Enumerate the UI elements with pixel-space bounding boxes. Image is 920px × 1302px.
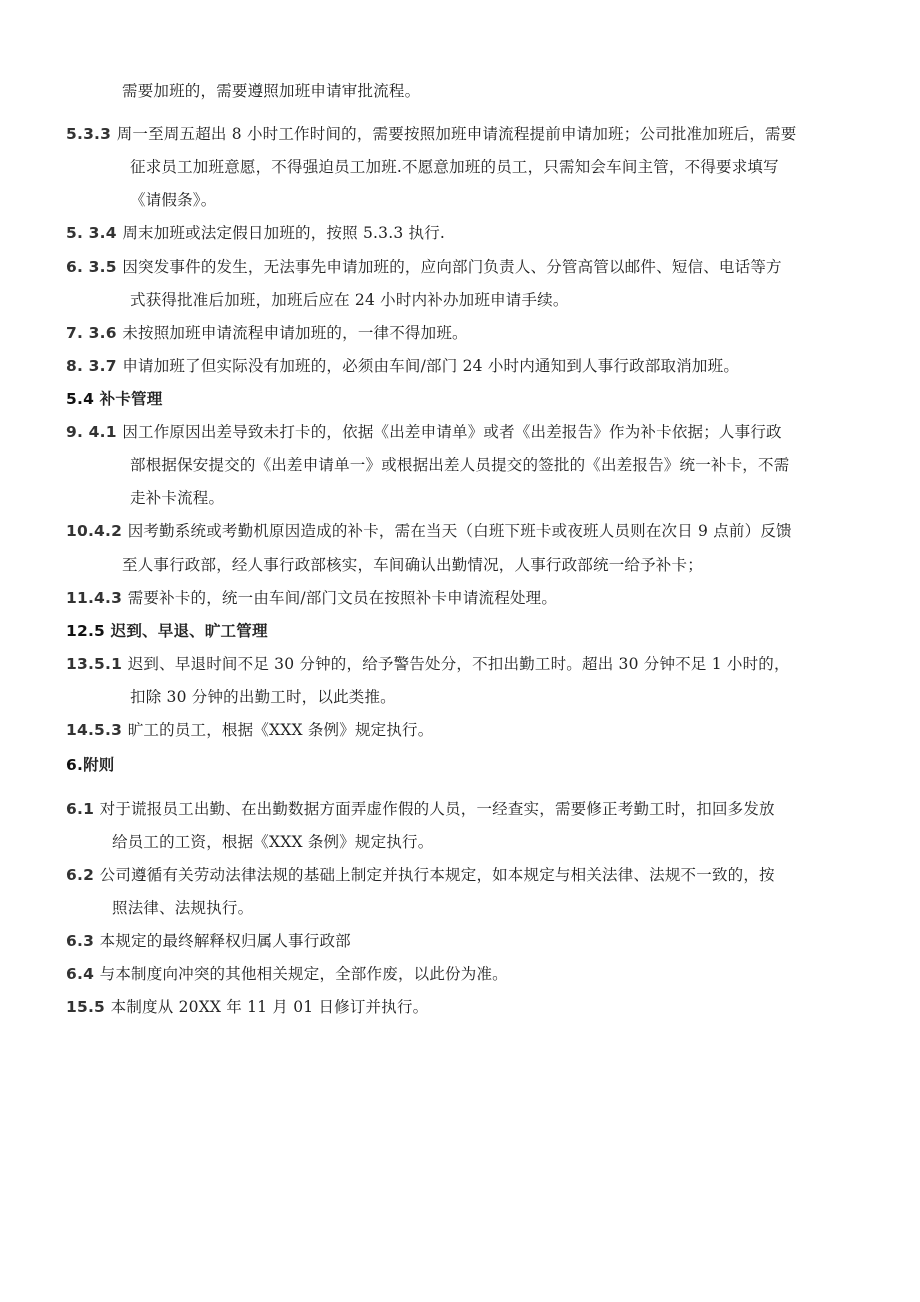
paragraph-line xyxy=(130,189,216,211)
clause-5-effective-date xyxy=(66,996,428,1018)
clause-number: 6.4 xyxy=(66,965,100,983)
clause-text: 因考勤系统或考勤机原因造成的补卡，需在当天（白班下班卡或夜班人员则在次日 9 点前）反馈 xyxy=(127,522,792,540)
clause-text: 走补卡流程。 xyxy=(130,489,225,507)
clause-6-2 xyxy=(66,864,775,886)
clause-6-1 xyxy=(66,798,775,820)
clause-number: 9. 4.1 xyxy=(66,423,123,441)
section-title: 附则 xyxy=(83,755,115,774)
clause-text: 部根据保安提交的《出差申请单一》或根据出差人员提交的签批的《出差报告》统一补卡，不需 xyxy=(130,456,790,474)
section-title: 补卡管理 xyxy=(99,389,163,408)
clause-4-1 xyxy=(66,421,782,443)
clause-text: 征求员工加班意愿，不得强迫员工加班.不愿意加班的员工，只需知会车间主管，不得要求填写 xyxy=(130,158,779,176)
paragraph-line xyxy=(130,156,779,178)
clause-number: 10.4.2 xyxy=(66,522,128,540)
clause-5-1 xyxy=(66,653,790,675)
section-heading-5-4 xyxy=(66,388,162,410)
clause-number: 14.5.3 xyxy=(66,721,128,739)
clause-number: 13.5.1 xyxy=(66,655,128,673)
clause-text: 本规定的最终解释权归属人事行政部 xyxy=(99,932,351,950)
clause-3-4 xyxy=(66,222,445,244)
section-heading-6 xyxy=(66,754,114,776)
section-number: 12.5 xyxy=(66,622,111,640)
clause-3-5 xyxy=(66,256,782,278)
clause-text: 对于谎报员工出勤、在出勤数据方面弄虚作假的人员，一经查实，需要修正考勤工时，扣回多发放 xyxy=(99,800,775,818)
clause-4-3 xyxy=(66,587,557,609)
clause-text: 旷工的员工，根据《XXX 条例》规定执行。 xyxy=(127,721,434,739)
paragraph-line xyxy=(112,831,433,853)
clause-text: 周末加班或法定假日加班的，按照 5.3.3 执行. xyxy=(122,224,446,242)
clause-text: 至人事行政部，经人事行政部核实，车间确认出勤情况，人事行政部统一给予补卡； xyxy=(122,556,703,574)
paragraph-line xyxy=(130,289,569,311)
clause-text: 迟到、早退时间不足 30 分钟的，给予警告处分，不扣出勤工时。超出 30 分钟不足 1 小时的， xyxy=(127,655,790,673)
clause-text: 需要加班的，需要遵照加班申请审批流程。 xyxy=(122,82,421,100)
clause-number: 11.4.3 xyxy=(66,589,128,607)
clause-3-7 xyxy=(66,355,739,377)
clause-number: 7. 3.6 xyxy=(66,324,123,342)
clause-text: 因工作原因出差导致未打卡的，依据《出差申请单》或者《出差报告》作为补卡依据；人事行政 xyxy=(122,423,782,441)
clause-6-4 xyxy=(66,963,508,985)
clause-text: 本制度从 20XX 年 11 月 01 日修订并执行。 xyxy=(110,998,429,1016)
clause-6-3 xyxy=(66,930,351,952)
clause-number: 5. 3.4 xyxy=(66,224,123,242)
clause-number: 8. 3.7 xyxy=(66,357,123,375)
clause-5-3-3 xyxy=(66,123,796,145)
clause-text: 需要补卡的，统一由车间/部门文员在按照补卡申请流程处理。 xyxy=(127,589,558,607)
clause-text: 《请假条》。 xyxy=(130,191,217,209)
section-title: 迟到、早退、旷工管理 xyxy=(110,621,268,640)
clause-text: 给员工的工资，根据《XXX 条例》规定执行。 xyxy=(112,833,434,851)
clause-number: 15.5 xyxy=(66,998,111,1016)
paragraph-line xyxy=(130,686,396,708)
clause-number: 6.2 xyxy=(66,866,100,884)
clause-text: 照法律、法规执行。 xyxy=(112,899,254,917)
section-number: 5.4 xyxy=(66,390,100,408)
clause-number: 6.3 xyxy=(66,932,100,950)
paragraph-line xyxy=(122,80,420,102)
clause-number: 6.1 xyxy=(66,800,100,818)
paragraph-line xyxy=(112,897,253,919)
clause-text: 与本制度向冲突的其他相关规定，全部作废，以此份为准。 xyxy=(99,965,508,983)
paragraph-line xyxy=(122,554,703,576)
clause-number: 6. 3.5 xyxy=(66,258,123,276)
clause-text: 公司遵循有关劳动法律法规的基础上制定并执行本规定，如本规定与相关法律、法规不一致的，按 xyxy=(99,866,775,884)
paragraph-line xyxy=(130,487,224,509)
section-number: 6. xyxy=(66,756,84,774)
clause-4-2 xyxy=(66,520,792,542)
clause-text: 周一至周五超出 8 小时工作时间的，需要按照加班申请流程提前申请加班；公司批准加班后，需要 xyxy=(116,125,797,143)
clause-text: 式获得批准后加班，加班后应在 24 小时内补办加班申请手续。 xyxy=(130,291,569,309)
clause-text: 申请加班了但实际没有加班的，必须由车间/部门 24 小时内通知到人事行政部取消加班。 xyxy=(122,357,740,375)
clause-number: 5.3.3 xyxy=(66,125,117,143)
paragraph-line xyxy=(130,454,789,476)
clause-5-3 xyxy=(66,719,433,741)
clause-text: 未按照加班申请流程申请加班的，一律不得加班。 xyxy=(122,324,468,342)
clause-text: 因突发事件的发生，无法事先申请加班的，应向部门负责人、分管高管以邮件、短信、电话等方 xyxy=(122,258,782,276)
section-heading-5 xyxy=(66,620,268,642)
clause-3-6 xyxy=(66,322,468,344)
clause-text: 扣除 30 分钟的出勤工时，以此类推。 xyxy=(130,688,396,706)
